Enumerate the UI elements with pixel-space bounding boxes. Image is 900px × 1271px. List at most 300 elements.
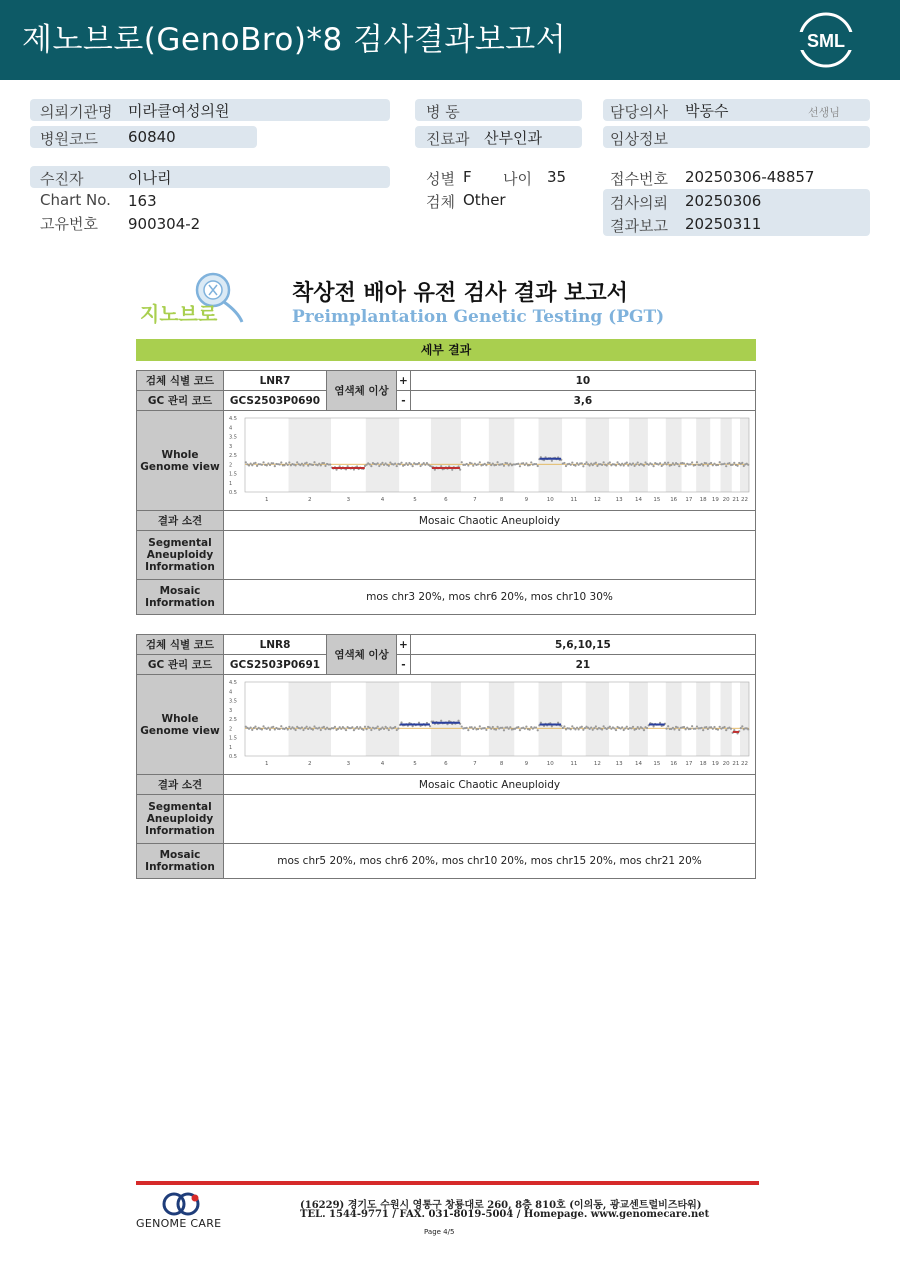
hospital-code-label: 병원코드 [40, 130, 98, 148]
data-point [713, 462, 715, 464]
data-point [278, 463, 280, 465]
data-point [642, 729, 644, 731]
data-point [397, 727, 399, 729]
data-point [251, 464, 253, 466]
data-point [709, 726, 711, 728]
institution-label: 의뢰기관명 [40, 103, 113, 121]
data-point [625, 461, 627, 463]
data-point [286, 728, 288, 730]
title-bar [0, 0, 900, 80]
report-title-korean: 착상전 배아 유전 검사 결과 보고서 [292, 281, 628, 306]
data-point [530, 726, 532, 728]
data-point [322, 462, 324, 464]
data-point [665, 727, 667, 729]
data-point [460, 461, 462, 463]
data-point [394, 462, 396, 464]
data-point [614, 464, 616, 466]
data-point [678, 465, 680, 467]
x-tick-label: 17 [684, 760, 692, 767]
data-point [267, 726, 269, 728]
data-point [368, 463, 370, 465]
data-point [673, 728, 675, 730]
data-point [394, 725, 396, 727]
x-tick-label: 17 [684, 496, 692, 503]
data-point [694, 727, 696, 729]
segmental-label: Segmental Aneuploidy Information [137, 531, 224, 580]
data-point [494, 463, 496, 465]
chromosome-band [488, 682, 513, 756]
data-point [571, 461, 573, 463]
data-point [378, 464, 380, 466]
data-point [509, 462, 511, 464]
data-point [376, 725, 378, 727]
data-point [319, 464, 321, 466]
data-point [311, 728, 313, 730]
sample-code-label: 검체 식별 코드 [137, 635, 224, 655]
data-point [624, 727, 626, 729]
age-value: 35 [547, 168, 567, 186]
data-point [518, 729, 520, 731]
data-point [409, 463, 411, 465]
data-point [365, 728, 367, 730]
data-point [528, 728, 530, 730]
data-point [357, 727, 359, 729]
x-tick-label: 4 [380, 760, 384, 767]
data-point [467, 464, 469, 466]
data-point [506, 462, 508, 464]
data-point [528, 464, 530, 466]
data-point [288, 461, 290, 463]
data-point [460, 725, 462, 727]
data-point [613, 727, 615, 729]
data-point [673, 463, 675, 465]
y-tick-label: 1.5 [228, 471, 237, 477]
minus-label: - [397, 391, 411, 411]
data-point [318, 726, 320, 728]
y-tick-label: 4 [228, 424, 232, 431]
chromosome-band [585, 682, 608, 756]
report-date-label: 결과보고 [610, 217, 668, 235]
y-tick-label: 1 [228, 744, 232, 751]
data-point [278, 727, 280, 729]
page-number: Page 4/5 [424, 1228, 455, 1236]
data-point [478, 461, 480, 463]
data-point [689, 463, 691, 465]
data-point [244, 461, 246, 463]
data-point [678, 728, 680, 730]
x-tick-label: 11 [569, 760, 577, 767]
data-point [736, 464, 738, 466]
data-point [622, 464, 624, 466]
data-point [346, 465, 348, 467]
data-point [268, 728, 270, 730]
y-tick-label: 1 [228, 480, 232, 487]
finding-label: 결과 소견 [137, 775, 224, 795]
minus-label: - [397, 655, 411, 675]
data-point [600, 463, 602, 465]
x-tick-label: 1 [264, 496, 269, 503]
data-point [490, 727, 492, 729]
data-point [590, 726, 592, 728]
data-point [725, 729, 727, 731]
data-point [723, 725, 725, 727]
institution-value: 미라클여성의원 [128, 102, 230, 120]
x-tick-label: 13 [615, 496, 623, 503]
data-point [580, 725, 582, 727]
finding-label: 결과 소견 [137, 511, 224, 531]
data-point [478, 725, 480, 727]
plus-value: 5,6,10,15 [410, 635, 755, 655]
data-point [571, 725, 573, 727]
data-point [739, 726, 741, 728]
data-point [403, 463, 405, 465]
data-point [616, 461, 618, 463]
data-point [665, 463, 667, 465]
data-point [324, 464, 326, 466]
data-point [440, 719, 442, 721]
data-point [691, 461, 693, 463]
data-point [525, 462, 527, 464]
chromosome-band [288, 418, 330, 492]
dept-value: 산부인과 [484, 129, 542, 147]
y-tick-label: 2.5 [228, 716, 237, 723]
data-point [425, 462, 427, 464]
data-point [627, 464, 629, 466]
data-point [574, 728, 576, 730]
data-point [718, 725, 720, 727]
data-point [273, 728, 275, 730]
data-point [600, 728, 602, 730]
data-point [550, 459, 552, 461]
x-tick-label: 12 [593, 496, 601, 503]
x-tick-label: 15 [652, 760, 660, 767]
data-point [419, 464, 421, 466]
x-tick-label: 16 [669, 760, 677, 767]
data-point [733, 461, 735, 463]
data-point [638, 727, 640, 729]
data-point [741, 461, 743, 463]
y-tick-label: 2 [228, 725, 232, 732]
x-tick-label: 15 [652, 496, 660, 503]
data-point [671, 726, 673, 728]
data-point [485, 464, 487, 466]
x-tick-label: 2 [307, 760, 312, 767]
plus-label: + [397, 371, 411, 391]
request-label: 검사의뢰 [610, 194, 668, 212]
data-point [530, 461, 532, 463]
x-tick-label: 10 [546, 760, 554, 767]
data-point [254, 725, 256, 727]
request-value: 20250306 [685, 192, 762, 210]
data-point [382, 727, 384, 729]
data-point [652, 725, 654, 727]
x-tick-label: 9 [524, 760, 528, 767]
data-point [608, 725, 610, 727]
x-tick-label: 13 [615, 760, 623, 767]
data-point [569, 463, 571, 465]
data-point [691, 725, 693, 727]
data-point [424, 463, 426, 465]
id-label: 고유번호 [40, 215, 98, 233]
data-point [268, 463, 270, 465]
data-point [254, 461, 256, 463]
chromosome-band [538, 682, 562, 756]
genobro-logo-text: 지노브로 [140, 302, 218, 326]
section-detail-results: 세부 결과 [136, 339, 756, 361]
whole-genome-chart [227, 676, 753, 771]
data-point [273, 465, 275, 467]
data-point [608, 461, 610, 463]
data-point [329, 463, 331, 465]
receipt-value: 20250306-48857 [685, 168, 815, 186]
data-point [343, 727, 345, 729]
data-point [507, 464, 509, 466]
data-point [338, 726, 340, 728]
data-point [368, 726, 370, 728]
chromosome-band [430, 418, 460, 492]
data-point [662, 463, 664, 465]
data-point [580, 462, 582, 464]
y-tick-label: 0.5 [228, 489, 237, 496]
data-point [596, 464, 598, 466]
data-point [285, 462, 287, 464]
data-point [496, 461, 498, 463]
data-point [305, 725, 307, 727]
data-point [502, 729, 504, 731]
data-point [700, 462, 702, 464]
data-point [319, 728, 321, 730]
footer-address: (16229) 경기도 수원시 영통구 창룡대로 260, 8층 810호 (이의동, 광교센트럴비즈타워) [300, 1200, 702, 1211]
data-point [747, 463, 749, 465]
data-point [313, 461, 315, 463]
x-tick-label: 5 [412, 496, 417, 503]
data-point [619, 464, 621, 466]
data-point [485, 728, 487, 730]
x-tick-label: 8 [499, 760, 503, 767]
abnormality-label: 염색체 이상 [327, 635, 397, 675]
x-tick-label: 6 [443, 496, 448, 503]
data-point [684, 464, 686, 466]
data-point [294, 728, 296, 730]
chromosome-band [629, 682, 648, 756]
y-tick-label: 0.5 [228, 753, 237, 760]
data-point [716, 728, 718, 730]
data-point [700, 726, 702, 728]
data-point [676, 726, 678, 728]
x-tick-label: 1 [264, 760, 269, 767]
data-point [585, 461, 587, 463]
data-point [491, 462, 493, 464]
genome-care-name: GENOME CARE [136, 1217, 222, 1230]
gc-code-label: GC 관리 코드 [137, 391, 224, 411]
segmental-value [224, 795, 756, 844]
abnormality-label: 염색체 이상 [327, 371, 397, 411]
data-point [381, 461, 383, 463]
data-point [689, 727, 691, 729]
y-tick-label: 4.5 [228, 679, 237, 686]
data-point [387, 464, 389, 466]
data-point [694, 463, 696, 465]
data-point [507, 727, 509, 729]
data-point [395, 728, 397, 730]
data-point [523, 727, 525, 729]
data-point [563, 725, 565, 727]
data-point [351, 726, 353, 728]
data-point [302, 464, 304, 466]
data-point [260, 728, 262, 730]
data-point [488, 461, 490, 463]
x-tick-label: 8 [499, 496, 503, 503]
data-point [641, 727, 643, 729]
sample-code-label: 검체 식별 코드 [137, 371, 224, 391]
data-point [695, 725, 697, 727]
data-point [569, 728, 571, 730]
footer-divider [136, 1181, 759, 1185]
data-point [646, 726, 648, 728]
data-point [667, 725, 669, 727]
data-point [247, 464, 249, 466]
data-point [251, 728, 253, 730]
data-point [577, 728, 579, 730]
data-point [272, 725, 274, 727]
dept-label: 진료과 [426, 130, 470, 148]
mosaic-value: mos chr3 20%, mos chr6 20%, mos chr10 30% [224, 580, 756, 615]
report-date-value: 20250311 [685, 215, 762, 233]
data-point [477, 463, 479, 465]
finding-value: Mosaic Chaotic Aneuploidy [224, 511, 756, 531]
data-point [625, 725, 627, 727]
whole-genome-label: Whole Genome view [137, 675, 224, 775]
doctor-label: 담당의사 [610, 103, 668, 121]
data-point [702, 729, 704, 731]
mosaic-value: mos chr5 20%, mos chr6 20%, mos chr10 20%, mos chr15 20%, mos chr21 20% [224, 844, 756, 879]
data-point [635, 463, 637, 465]
x-tick-label: 18 [699, 760, 707, 767]
chromosome-band [696, 682, 710, 756]
data-point [631, 462, 633, 464]
data-point [523, 463, 525, 465]
data-point [563, 461, 565, 463]
data-point [742, 464, 744, 466]
data-point [658, 462, 660, 464]
y-tick-label: 2.5 [228, 452, 237, 459]
data-point [534, 462, 536, 464]
gc-code-label: GC 관리 코드 [137, 655, 224, 675]
y-tick-label: 4.5 [228, 415, 237, 422]
sex-label: 성별 [426, 170, 455, 188]
data-point [517, 725, 519, 727]
data-point [716, 463, 718, 465]
sex-value: F [463, 168, 472, 186]
data-point [288, 725, 290, 727]
data-point [682, 462, 684, 464]
data-point [594, 461, 596, 463]
ward-label: 병 동 [426, 103, 460, 121]
data-point [591, 464, 593, 466]
patient-value: 이나리 [128, 169, 172, 187]
data-point [470, 462, 472, 464]
chromosome-band [696, 418, 710, 492]
report-title: 제노브로(GenoBro)*8 검사결과보고서 [22, 22, 567, 58]
data-point [642, 464, 644, 466]
data-point [509, 726, 511, 728]
chromosome-band [585, 418, 608, 492]
data-point [705, 725, 707, 727]
x-tick-label: 10 [546, 496, 554, 503]
x-tick-label: 12 [593, 760, 601, 767]
data-point [417, 721, 419, 723]
data-point [575, 726, 577, 728]
x-tick-label: 22 [740, 760, 748, 767]
gc-code-value: GCS2503P0690 [224, 391, 327, 411]
data-point [725, 465, 727, 467]
data-point [614, 728, 616, 730]
data-point [300, 462, 302, 464]
x-tick-label: 2 [307, 496, 312, 503]
y-tick-label: 4 [228, 688, 232, 695]
data-point [695, 461, 697, 463]
data-point [285, 726, 287, 728]
data-point [473, 726, 475, 728]
data-point [362, 728, 364, 730]
sample-table-2 [136, 634, 756, 879]
x-tick-label: 21 [731, 496, 739, 503]
data-point [472, 727, 474, 729]
specimen-value: Other [463, 191, 506, 209]
data-point [376, 462, 378, 464]
data-point [741, 725, 743, 727]
data-point [602, 725, 604, 727]
data-point [621, 462, 623, 464]
data-point [557, 721, 559, 723]
data-point [731, 463, 733, 465]
hospital-code-value: 60840 [128, 128, 176, 146]
x-tick-label: 7 [472, 496, 477, 503]
x-tick-label: 18 [699, 496, 707, 503]
data-point [502, 464, 504, 466]
data-point [300, 726, 302, 728]
x-tick-label: 11 [569, 496, 577, 503]
sample-table-1 [136, 370, 756, 615]
chromosome-band [665, 418, 681, 492]
data-point [283, 464, 285, 466]
sml-logo-text: SML [807, 31, 845, 51]
x-tick-label: 22 [740, 496, 748, 503]
x-tick-label: 5 [412, 760, 417, 767]
x-tick-label: 21 [731, 760, 739, 767]
chromosome-band [629, 418, 648, 492]
data-point [682, 725, 684, 727]
data-point [574, 464, 576, 466]
sml-logo [796, 10, 856, 70]
genobro-logo [138, 268, 248, 328]
data-point [631, 725, 633, 727]
receipt-label: 접수번호 [610, 170, 668, 188]
data-point [472, 464, 474, 466]
data-point [605, 464, 607, 466]
data-point [370, 465, 372, 467]
data-point [522, 462, 524, 464]
y-tick-label: 3.5 [228, 698, 237, 704]
age-label: 나이 [503, 170, 532, 188]
data-point [582, 728, 584, 730]
y-tick-label: 3.5 [228, 434, 237, 440]
data-point [676, 463, 678, 465]
chromosome-band [720, 682, 731, 756]
data-point [564, 464, 566, 466]
data-point [286, 463, 288, 465]
segmental-label: Segmental Aneuploidy Information [137, 795, 224, 844]
